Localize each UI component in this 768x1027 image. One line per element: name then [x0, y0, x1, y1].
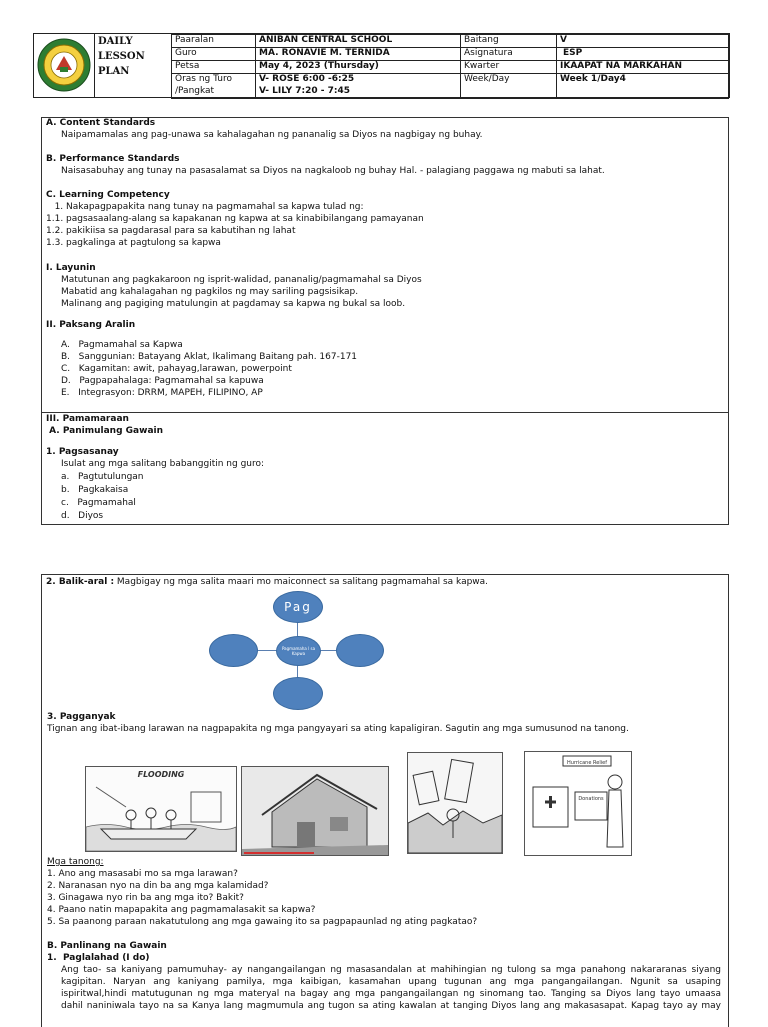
layunin-line: Matutunan ang pagkakaroon ng isprit-walidad, pananalig/pagmamahal sa Diyos	[61, 275, 422, 285]
layunin-line: Mabatid ang kahalagahan ng pagkilos ng may sariling pagsisikap.	[61, 287, 359, 297]
paksang-aralin-title: II. Paksang Aralin	[46, 320, 136, 330]
learning-competency-title: C. Learning Competency	[46, 190, 170, 200]
tanong-item: 3. Ginagawa nyo rin ba ang mga ito? Bakit?	[47, 893, 244, 903]
pagganyak-text: Tignan ang ibat-ibang larawan na nagpapakita ng mga pangyayari sa ating kapaligiran. Sagutin ang mga sumusunod na tanong.	[47, 724, 629, 734]
meta-row: Oras ng Turo V- ROSE 6:00 -6:25 Week/Day Week 1/Day4	[172, 74, 729, 87]
tanong-item: 5. Sa paanong paraan nakatutulong ang mga gawaing ito sa pagpapaunlad ng ating pagkatao?	[47, 917, 478, 927]
pamamaraan-title: III. Pamamaraan	[46, 414, 129, 424]
paksang-item: E. Integrasyon: DRRM, MAPEH, FILIPINO, AP	[61, 388, 263, 398]
relief-donation-icon	[525, 752, 631, 855]
performance-standards-title: B. Performance Standards	[46, 154, 180, 164]
panlinang-title: B. Panlinang na Gawain	[47, 941, 167, 951]
diagram-right-node	[336, 634, 384, 667]
pagsasanay-item: c. Pagmamahal	[61, 498, 136, 508]
competency-line: 1.2. pakikiisa sa pagdarasal para sa kabutihan ng lahat	[46, 226, 296, 236]
pagganyak-title: 3. Pagganyak	[47, 712, 116, 722]
content-standards-text: Naipamamalas ang pag-unawa sa kahalagahan ng pananalig sa Diyos na nagbigay ng buhay.	[61, 130, 483, 140]
layunin-title: I. Layunin	[46, 263, 96, 273]
layunin-line: Malinang ang pagiging matulungin at pagdamay sa kapwa ng bukal sa loob.	[61, 299, 406, 309]
paglalahad-paragraph: Ang tao- sa kaniyang pamumuhay- ay nangangailangan ng masasandalan at mahihingian ng tulong sa mga panahong nakararanas siyang kagipitan. Naryan ang kaniyang pamilya, mga kaibigan, kasamahan upang tugunan ang mga pangangailangan. Ngunit sa usaping ispiritwal,hindi matutugunan ng mga materyal na bagay ang mga pangangailangan ng sinomang tao. Tanging sa Diyos lang tayo umaasa dahil naniniwala tayo na sa Kanya lang magmumula ang tugon sa ating kawalan at tanging Diyos lang ang makasasapat. Kapag tayo ay may	[61, 965, 721, 1011]
diagram-top-node: Pag	[273, 591, 323, 623]
diagram-left-node	[209, 634, 258, 667]
meta-table	[171, 34, 729, 99]
competency-line: 1. Nakapagpapakita nang tunay na pagmamahal sa kapwa tulad ng:	[46, 202, 364, 212]
flooding-picture	[85, 766, 237, 852]
tanong-item: 2. Naranasan nyo na din ba ang mga kalamidad?	[47, 881, 269, 891]
performance-standards-text: Naisasabuhay ang tunay na pasasalamat sa Diyos na nagkaloob ng buhay Hal. - palagiang paggawa ng mabuti sa lahat.	[61, 166, 605, 176]
dlp-title: DAILY LESSON PLAN	[98, 36, 145, 77]
header-table	[33, 33, 730, 98]
pagsasanay-item: b. Pagkakaisa	[61, 485, 129, 495]
meta-row: Guro MA. RONAVIE M. TERNIDA Asignatura ESP	[172, 48, 729, 61]
meta-row: /Pangkat V- LILY 7:20 - 7:45	[172, 86, 729, 99]
diagram-center-node: Pagmamaha l sa Kapwa	[276, 636, 321, 666]
competency-line: 1.3. pagkalinga at pagtulong sa kapwa	[46, 238, 221, 248]
damaged-house-icon	[242, 767, 388, 855]
pagsasanay-item: d. Diyos	[61, 511, 104, 521]
svg-text:Donations: Donations	[578, 796, 604, 802]
paksang-item: D. Pagpapahalaga: Pagmamahal sa kapuwa	[61, 376, 264, 386]
paksang-item: C. Kagamitan: awit, pahayag,larawan, powerpoint	[61, 364, 292, 374]
school-logo	[34, 34, 95, 97]
earthquake-icon	[408, 753, 502, 853]
balik-aral-line: 2. Balik-aral : Magbigay ng mga salita maari mo maiconnect sa salitang pagmamahal sa kapwa.	[46, 577, 489, 587]
flood-rescue-icon	[86, 767, 236, 851]
meta-row: Petsa May 4, 2023 (Thursday) Kwarter IKAAPAT NA MARKAHAN	[172, 61, 729, 74]
seal-icon	[34, 34, 94, 97]
paksang-item: B. Sanggunian: Batayang Aklat, Ikalimang Baitang pah. 167-171	[61, 352, 358, 362]
relief-picture	[524, 751, 632, 856]
panimulang-gawain-title: A. Panimulang Gawain	[46, 426, 164, 436]
pagsasanay-item: a. Pagtutulungan	[61, 472, 144, 482]
svg-text:FLOODING: FLOODING	[137, 770, 185, 779]
earthquake-picture	[407, 752, 503, 854]
content-standards-title: A. Content Standards	[46, 118, 156, 128]
tanong-item: 1. Ano ang masasabi mo sa mga larawan?	[47, 869, 238, 879]
house-damage-picture	[241, 766, 389, 856]
competency-line: 1.1. pagsasaalang-alang sa kapakanan ng kapwa at sa kinabibilangang pamayanan	[46, 214, 424, 224]
paglalahad-title: 1. Paglalahad (I do)	[47, 953, 150, 963]
pagsasanay-text: Isulat ang mga salitang babanggitin ng guro:	[61, 459, 265, 469]
tanong-item: 4. Paano natin mapapakita ang pagmamalasakit sa kapwa?	[47, 905, 316, 915]
paksang-item: A. Pagmamahal sa Kapwa	[61, 340, 183, 350]
meta-row: Paaralan ANIBAN CENTRAL SCHOOL Baitang V	[172, 35, 729, 48]
svg-text:Hurricane Relief: Hurricane Relief	[567, 760, 607, 766]
mga-tanong-title: Mga tanong:	[47, 857, 104, 867]
diagram-bottom-node	[273, 677, 323, 710]
pagsasanay-title: 1. Pagsasanay	[46, 447, 119, 457]
